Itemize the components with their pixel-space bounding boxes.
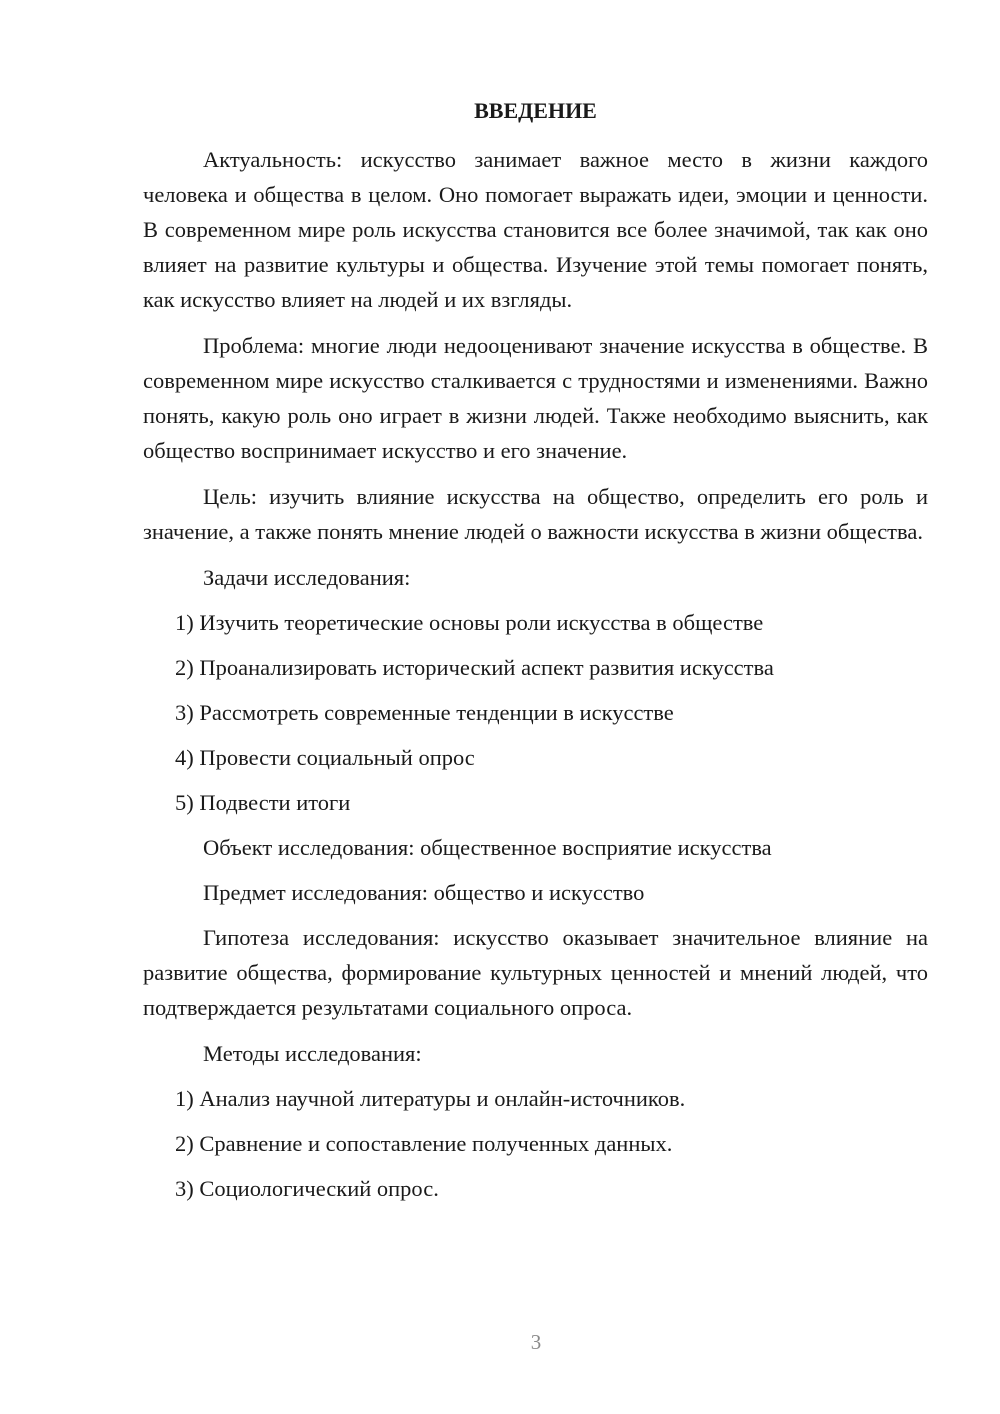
page-content (143, 94, 928, 1216)
tasks-heading: Задачи исследования: (203, 565, 411, 590)
task-item: 1) Изучить теоретические основы роли искусства в обществе (175, 610, 764, 635)
task-item: 2) Проанализировать исторический аспект развития искусства (175, 655, 774, 680)
methods-heading: Методы исследования: (203, 1041, 422, 1066)
method-item: 3) Социологический опрос. (175, 1176, 439, 1201)
page-number: 3 (530, 1330, 542, 1354)
research-object: Объект исследования: общественное восприятие искусства (203, 835, 772, 860)
relevance-paragraph: Актуальность: искусство занимает важное место в жизни каждого человека и общества в целом. Оно помогает выражать идеи, эмоции и ценности. В современном мире роль искусства становится все более значимой, так как оно влияет на развитие культуры и общества. Изучение этой темы помогает понять, как искусство влияет на людей и их взгляды. (143, 147, 928, 312)
task-item: 5) Подвести итоги (175, 790, 351, 815)
page-title: ВВЕДЕНИЕ (474, 98, 597, 123)
task-item: 3) Рассмотреть современные тенденции в искусстве (175, 700, 674, 725)
task-item: 4) Провести социальный опрос (175, 745, 475, 770)
research-subject: Предмет исследования: общество и искусство (203, 880, 645, 905)
problem-paragraph: Проблема: многие люди недооценивают значение искусства в обществе. В современном мире искусство сталкивается с трудностями и изменениями. Важно понять, какую роль оно играет в жизни людей. Также необходимо выяснить, как общество воспринимает искусство и его значение. (143, 333, 928, 463)
goal-paragraph: Цель: изучить влияние искусства на общество, определить его роль и значение, а также понять мнение людей о важности искусства в жизни общества. (143, 484, 928, 544)
hypothesis-paragraph: Гипотеза исследования: искусство оказывает значительное влияние на развитие общества, формирование культурных ценностей и мнений людей, что подтверждается результатами социального опроса. (143, 925, 928, 1020)
method-item: 2) Сравнение и сопоставление полученных данных. (175, 1131, 673, 1156)
method-item: 1) Анализ научной литературы и онлайн-источников. (175, 1086, 686, 1111)
